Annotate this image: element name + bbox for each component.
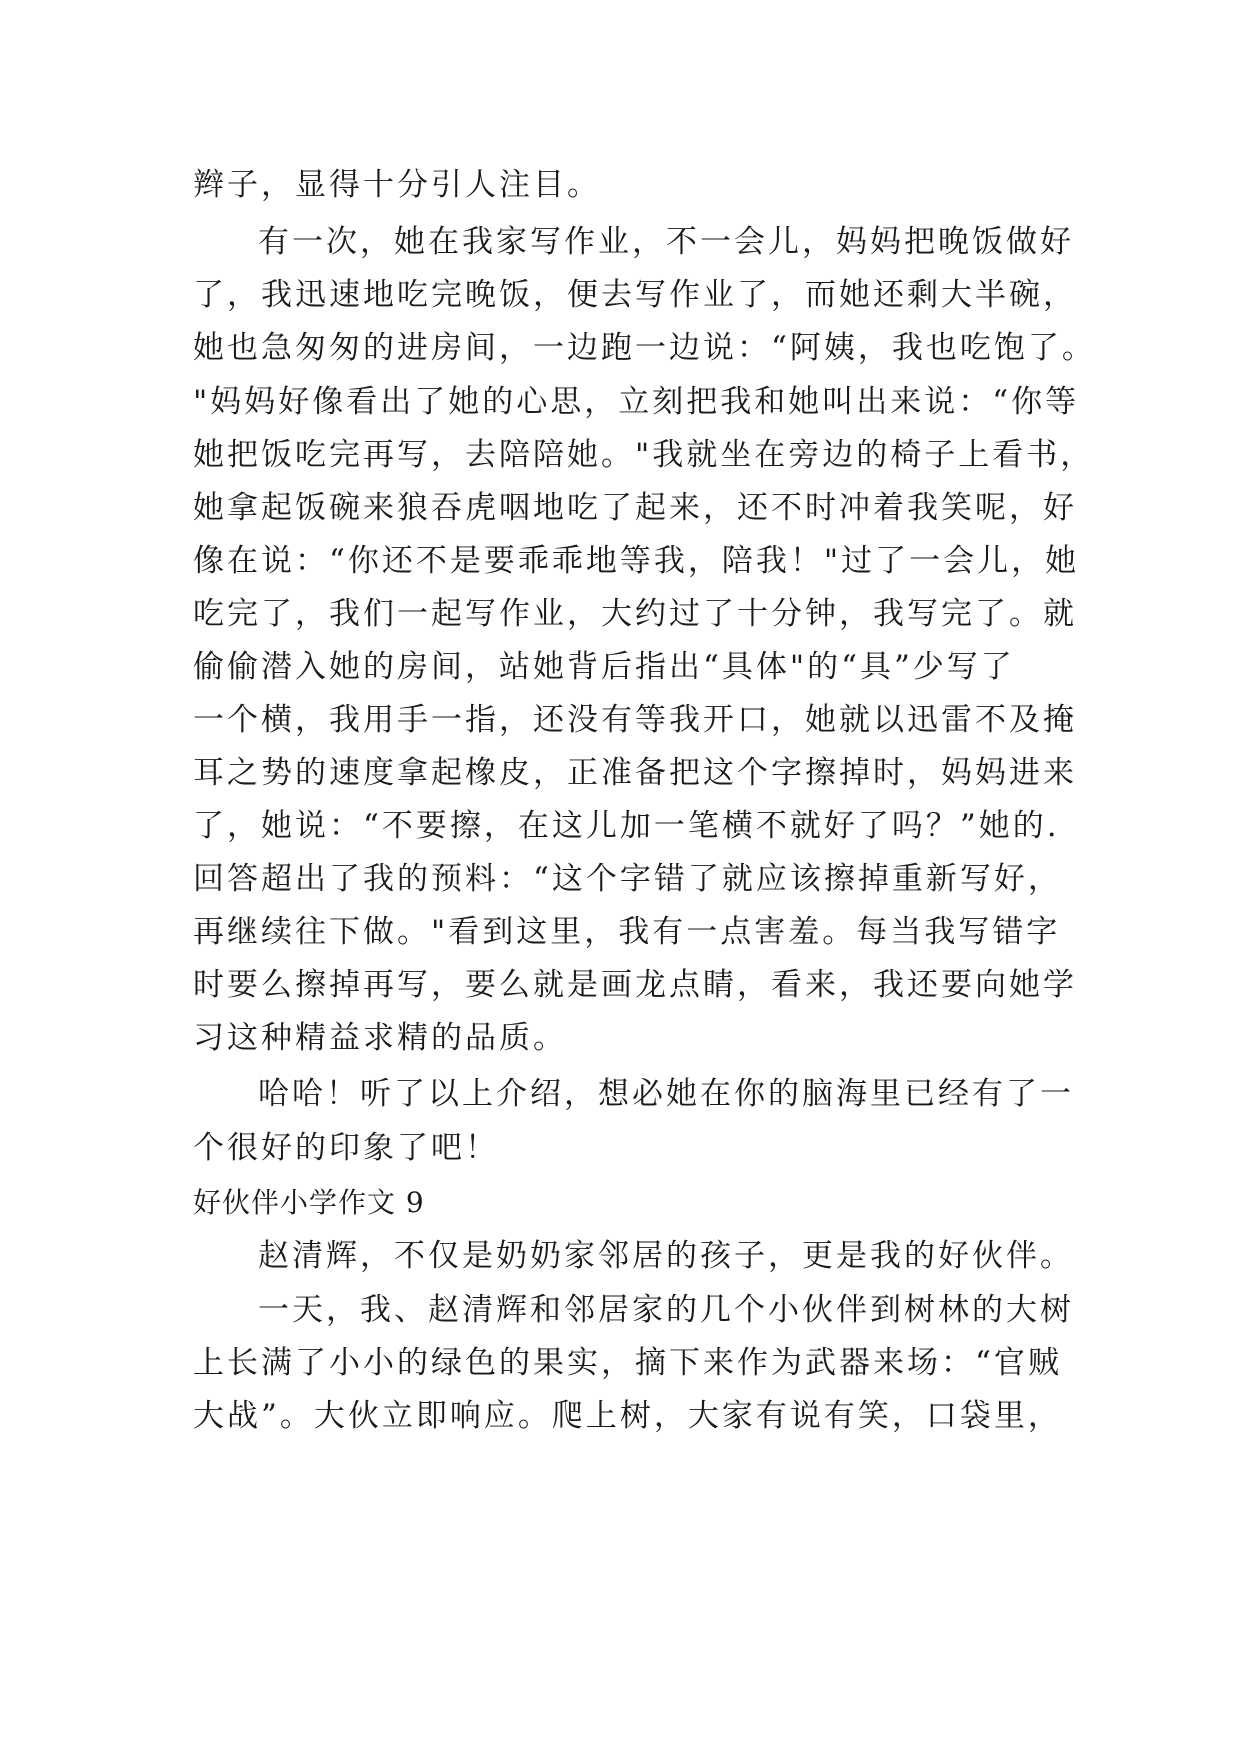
text-line: 个很好的印象了吧！ xyxy=(193,1130,499,1166)
text-line: 了，我迅速地吃完晚饭，便去写作业了，而她还剩大半碗， xyxy=(193,277,1077,313)
text-line: 她也急匆匆的进房间，一边跑一边说：“阿姨，我也吃饱了。 xyxy=(193,330,1096,366)
text-line: 吃完了，我们一起写作业，大约过了十分钟，我写完了。就 xyxy=(193,596,1077,632)
text-line: 大战”。大伙立即响应。爬上树，大家有说有笑，口袋里， xyxy=(193,1398,1062,1434)
paragraph-start-line: 哈哈！听了以上介绍，想必她在你的脑海里已经有了一 xyxy=(258,1076,1074,1112)
text-line: 偷偷潜入她的房间，站她背后指出“具体"的“具”少写了 xyxy=(193,649,1015,685)
text-line: 了，她说：“不要擦，在这儿加一笔横不就好了吗？”她的. xyxy=(193,808,1060,844)
text-line: 上长满了小小的绿色的果实，摘下来作为武器来场：“官贼 xyxy=(193,1345,1062,1381)
paragraph-start-line: 一天，我、赵清辉和邻居家的几个小伙伴到树林的大树 xyxy=(258,1292,1074,1328)
text-line: 一个横，我用手一指，还没有等我开口，她就以迅雷不及掩 xyxy=(193,702,1077,738)
text-line: "妈妈好像看出了她的心思，立刻把我和她叫出来说：“你等 xyxy=(193,384,1080,420)
text-line: 回答超出了我的预料：“这个字错了就应该擦掉重新写好， xyxy=(193,861,1062,897)
section-heading: 好伙伴小学作文 9 xyxy=(193,1186,425,1219)
text-line: 耳之势的速度拿起橡皮，正准备把这个字擦掉时，妈妈进来 xyxy=(193,755,1077,791)
paragraph-start-line: 赵清辉，不仅是奶奶家邻居的孩子，更是我的好伙伴。 xyxy=(258,1238,1074,1274)
text-line: 时要么擦掉再写，要么就是画龙点睛，看来，我还要向她学 xyxy=(193,967,1077,1003)
paragraph-start-line: 有一次，她在我家写作业，不一会儿，妈妈把晚饭做好 xyxy=(258,224,1074,260)
text-line: 辫子，显得十分引人注目。 xyxy=(193,167,601,203)
text-line: 她把饭吃完再写，去陪陪她。"我就坐在旁边的椅子上看书， xyxy=(193,437,1095,473)
text-line: 习这种精益求精的品质。 xyxy=(193,1020,567,1056)
text-line: 她拿起饭碗来狼吞虎咽地吃了起来，还不时冲着我笑呢，好 xyxy=(193,490,1077,526)
text-line: 再继续往下做。"看到这里，我有一点害羞。每当我写错字 xyxy=(193,914,1061,950)
text-line: 像在说：“你还不是要乖乖地等我，陪我！"过了一会儿，她 xyxy=(193,543,1080,579)
